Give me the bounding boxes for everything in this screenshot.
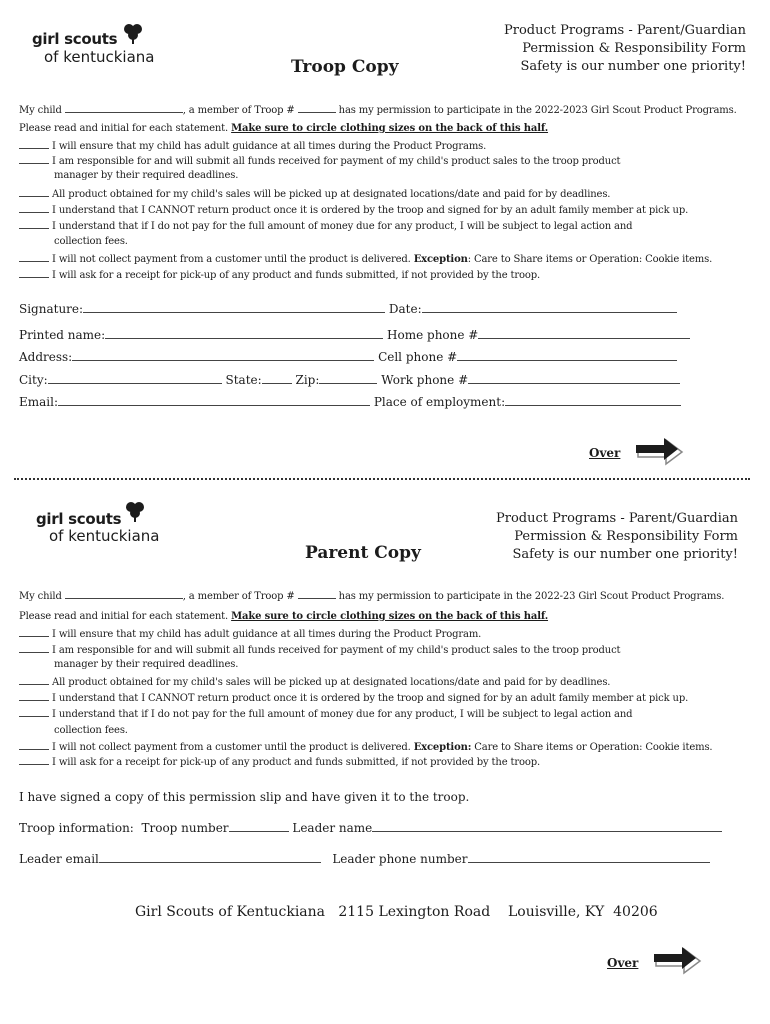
header-line2: Permission & Responsibility Form	[514, 529, 738, 544]
signature-field[interactable]	[83, 303, 385, 313]
printed-name-field[interactable]	[105, 329, 383, 339]
state-field[interactable]	[262, 374, 292, 384]
initial-field[interactable]	[19, 203, 49, 213]
email-row: Email: Place of employment:	[19, 395, 681, 409]
leader-email-field[interactable]	[99, 853, 321, 863]
arrow-right-icon	[634, 437, 686, 467]
initial-field[interactable]	[19, 252, 49, 262]
arrow-right-icon	[652, 946, 704, 976]
statement-item: I will not collect payment from a customer until the product is delivered. Exception: Care to Share items or Operation: Cookie items.	[19, 740, 712, 753]
statement-item: I will ensure that my child has adult guidance at all times during the Product Programs.	[19, 139, 486, 152]
leader-contact-row: Leader email Leader phone number	[19, 852, 710, 866]
statement-continuation: collection fees.	[54, 236, 128, 247]
initial-field[interactable]	[19, 154, 49, 164]
signature-row: Signature: Date:	[19, 302, 677, 316]
leader-phone-field[interactable]	[468, 853, 710, 863]
statement-continuation: manager by their required deadlines.	[54, 170, 239, 181]
header-line2: Permission & Responsibility Form	[522, 41, 746, 56]
leader-name-field[interactable]	[372, 822, 722, 832]
logo-text-line2: of kentuckiana	[49, 527, 160, 545]
instructions: Please read and initial for each statement. Make sure to circle clothing sizes on the back of this half.	[19, 611, 549, 622]
initial-field[interactable]	[19, 755, 49, 765]
date-field[interactable]	[422, 303, 677, 313]
statement-item: All product obtained for my child's sales will be picked up at designated locations/date and paid for by deadlines.	[19, 675, 610, 688]
initial-field[interactable]	[19, 691, 49, 701]
initial-field[interactable]	[19, 740, 49, 750]
parent-copy-title: Parent Copy	[305, 543, 421, 563]
statement-item: I understand that if I do not pay for the full amount of money due for any product, I will be subject to legal action and	[19, 219, 632, 232]
name-row: Printed name: Home phone #	[19, 328, 690, 342]
footer-address: Girl Scouts of Kentuckiana 2115 Lexington Road Louisville, KY 40206	[135, 904, 658, 920]
intro-line: My child , a member of Troop # has my permission to participate in the 2022-23 Girl Scout Product Programs.	[19, 591, 725, 602]
statement-item: I will ensure that my child has adult guidance at all times during the Product Program.	[19, 627, 481, 640]
city-field[interactable]	[48, 374, 222, 384]
trefoil-icon	[122, 500, 148, 522]
troop-number-field[interactable]	[298, 103, 336, 113]
statement-item: I am responsible for and will submit all funds received for payment of my child's product sales to the troop product	[19, 643, 620, 656]
signed-statement: I have signed a copy of this permission slip and have given it to the troop.	[19, 790, 470, 804]
troop-number-field[interactable]	[298, 589, 336, 599]
intro-line: My child , a member of Troop # has my permission to participate in the 2022-2023 Girl Scout Product Programs.	[19, 105, 737, 116]
instructions: Please read and initial for each statement. Make sure to circle clothing sizes on the back of this half.	[19, 123, 549, 134]
over-link[interactable]: Over	[589, 446, 621, 460]
statement-continuation: collection fees.	[54, 725, 128, 736]
troop-info-row: Troop information: Troop number Leader name	[19, 821, 722, 835]
parent-logo	[36, 500, 160, 545]
address-field[interactable]	[72, 351, 374, 361]
address-row: Address: Cell phone #	[19, 350, 677, 364]
logo-text-line1: girl scouts	[32, 30, 118, 48]
logo-text-line2: of kentuckiana	[44, 48, 155, 66]
form-header	[496, 510, 738, 564]
statement-item: I will not collect payment from a customer until the product is delivered. Exception: Care to Share items or Operation: Cookie items.	[19, 252, 712, 265]
header-line3: Safety is our number one priority!	[512, 547, 738, 562]
over-link[interactable]: Over	[607, 956, 639, 970]
cell-phone-field[interactable]	[457, 351, 677, 361]
cut-line	[14, 478, 750, 480]
statement-item: All product obtained for my child's sales will be picked up at designated locations/date and paid for by deadlines.	[19, 187, 610, 200]
initial-field[interactable]	[19, 707, 49, 717]
header-line1: Product Programs - Parent/Guardian	[496, 511, 738, 526]
statement-item: I understand that if I do not pay for the full amount of money due for any product, I will be subject to legal action and	[19, 707, 632, 720]
home-phone-field[interactable]	[478, 329, 690, 339]
child-name-field[interactable]	[65, 103, 183, 113]
troop-logo	[32, 22, 155, 66]
form-header	[504, 22, 746, 76]
header-line1: Product Programs - Parent/Guardian	[504, 23, 746, 38]
initial-field[interactable]	[19, 643, 49, 653]
statement-item: I am responsible for and will submit all funds received for payment of my child's product sales to the troop product	[19, 154, 620, 167]
zip-field[interactable]	[319, 374, 377, 384]
trefoil-icon	[120, 22, 146, 44]
initial-field[interactable]	[19, 187, 49, 197]
email-field[interactable]	[58, 396, 370, 406]
statement-item: I will ask for a receipt for pick-up of any product and funds submitted, if not provided by the troop.	[19, 268, 540, 281]
troop-number-info-field[interactable]	[229, 822, 289, 832]
statement-item: I will ask for a receipt for pick-up of any product and funds submitted, if not provided by the troop.	[19, 755, 540, 768]
initial-field[interactable]	[19, 627, 49, 637]
initial-field[interactable]	[19, 139, 49, 149]
statement-item: I understand that I CANNOT return product once it is ordered by the troop and signed for by an adult family member at pick up.	[19, 203, 688, 216]
child-name-field[interactable]	[65, 589, 183, 599]
logo-text-line1: girl scouts	[36, 510, 122, 528]
employment-field[interactable]	[505, 396, 681, 406]
initial-field[interactable]	[19, 219, 49, 229]
initial-field[interactable]	[19, 268, 49, 278]
initial-field[interactable]	[19, 675, 49, 685]
statement-item: I understand that I CANNOT return product once it is ordered by the troop and signed for by an adult family member at pick up.	[19, 691, 688, 704]
work-phone-field[interactable]	[468, 374, 680, 384]
troop-copy-title: Troop Copy	[291, 57, 399, 77]
city-row: City: State: Zip: Work phone #	[19, 373, 680, 387]
statement-continuation: manager by their required deadlines.	[54, 659, 239, 670]
header-line3: Safety is our number one priority!	[520, 59, 746, 74]
